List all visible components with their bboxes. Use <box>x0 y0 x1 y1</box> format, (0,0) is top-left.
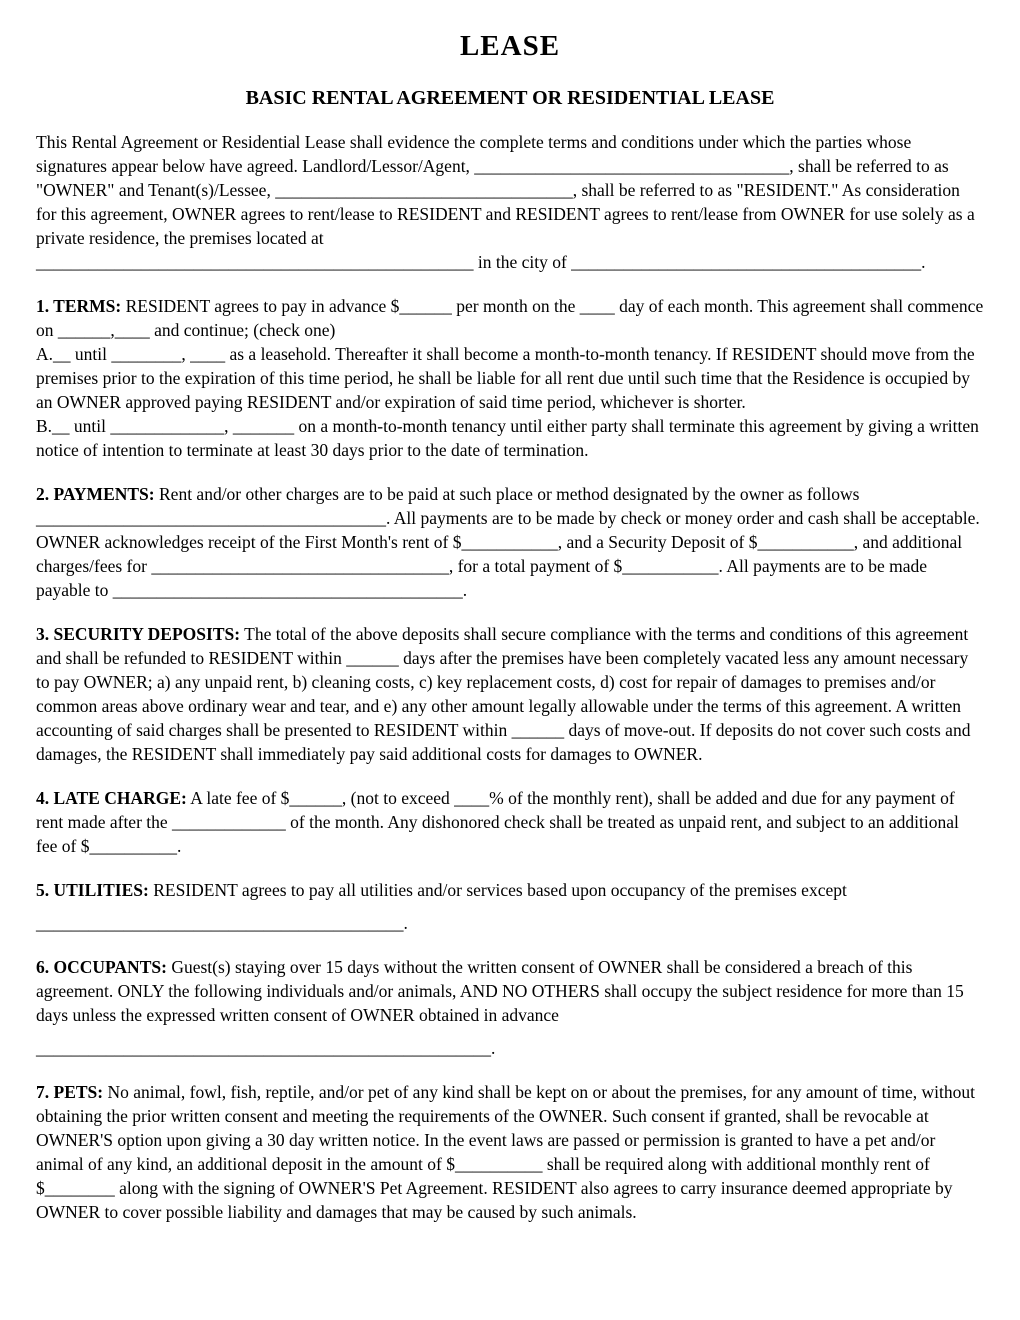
premises-location-blank: __________________________________________________ in the city of ________________________________________. <box>36 252 926 272</box>
late-charge-text: A late fee of $______, (not to exceed ____% of the monthly rent), shall be added and due for any payment of rent made after the _____________ of the month. Any dishonored check shall be treated as unpaid rent, and subject to an additional fee of $__________. <box>36 788 959 856</box>
section-occupants <box>36 955 984 1060</box>
terms-option-a: A.__ until ________, ____ as a leasehold. Thereafter it shall become a month-to-month tenancy. If RESIDENT should move from the premises prior to the expiration of this time period, he shall be liable for all rent due until such time that the Residence is occupied by an OWNER approved paying RESIDENT and/or expiration of said time period, whichever is shorter. <box>36 344 975 412</box>
terms-body <box>36 294 984 342</box>
section-utilities <box>36 878 984 935</box>
occupants-label: 6. OCCUPANTS: <box>36 957 167 977</box>
document-subtitle: BASIC RENTAL AGREEMENT OR RESIDENTIAL LEASE <box>245 87 775 109</box>
section-security-deposits <box>36 622 984 766</box>
section-pets <box>36 1080 984 1224</box>
pets-label: 7. PETS: <box>36 1082 104 1102</box>
payments-body <box>36 482 984 602</box>
security-deposits-label: 3. SECURITY DEPOSITS: <box>36 624 241 644</box>
security-deposits-body <box>36 622 984 766</box>
document-title: LEASE <box>459 30 561 62</box>
utilities-label: 5. UTILITIES: <box>36 880 149 900</box>
pets-text: No animal, fowl, fish, reptile, and/or pet of any kind shall be kept on or about the premises, for any amount of time, without obtaining the prior written consent and meeting the requirements of the OWNER. Such consent if granted, shall be revocable at OWNER'S option upon giving a 30 day written notice. In the event laws are passed or permission is granted to have a pet and/or animal of any kind, an additional deposit in the amount of $__________ shall be required along with additional monthly rent of $________ along with the signing of OWNER'S Pet Agreement. RESIDENT also agrees to carry insurance deemed appropriate by OWNER to cover possible liability and damages that may be caused by such animals. <box>36 1082 975 1222</box>
terms-text: RESIDENT agrees to pay in advance $______ per month on the ____ day of each month. This agreement shall commence on ______,____ and continue; (check one) <box>36 296 984 340</box>
intro-text: This Rental Agreement or Residential Lease shall evidence the complete terms and conditions under which the parties whose signatures appear below have agreed. Landlord/Lessor/Agent, ____________________________________, shall be referred to as "OWNER" and Tenant(s)/Lessee, __________________________________, shall be referred to as "RESIDENT." As consideration for this agreement, OWNER agrees to rent/lease to RESIDENT and RESIDENT agrees to rent/lease from OWNER for use solely as a private residence, the premises located at <box>36 132 975 248</box>
occupants-blank: ____________________________________________________. <box>36 1038 496 1058</box>
section-terms <box>36 294 984 462</box>
occupants-text: Guest(s) staying over 15 days without the written consent of OWNER shall be considered a breach of this agreement. ONLY the following individuals and/or animals, AND NO OTHERS shall occupy the subject residence for more than 15 days unless the expressed written consent of OWNER obtained in advance <box>36 957 964 1025</box>
terms-label: 1. TERMS: <box>36 296 122 316</box>
occupants-body <box>36 955 984 1027</box>
utilities-body <box>36 878 984 902</box>
payments-label: 2. PAYMENTS: <box>36 484 155 504</box>
utilities-blank: __________________________________________. <box>36 913 408 933</box>
intro-paragraph <box>36 130 984 274</box>
pets-body <box>36 1080 984 1224</box>
payments-text: Rent and/or other charges are to be paid at such place or method designated by the owner as follows ________________________________________. All payments are to be made by check or money order and cash shall be acceptable. OWNER acknowledges receipt of the First Month's rent of $___________, and a Security Deposit of $___________, and additional charges/fees for __________________________________, for a total payment of $___________. All payments are to be made payable to ________________________________________. <box>36 484 980 600</box>
section-payments <box>36 482 984 602</box>
utilities-text: RESIDENT agrees to pay all utilities and/or services based upon occupancy of the premises except <box>153 880 847 900</box>
section-late-charge <box>36 786 984 858</box>
security-deposits-text: The total of the above deposits shall secure compliance with the terms and conditions of this agreement and shall be refunded to RESIDENT within ______ days after the premises have been completely vacated less any amount necessary to pay OWNER; a) any unpaid rent, b) cleaning costs, c) key replacement costs, d) cost for repair of damages to premises and/or common areas above ordinary wear and tear, and e) any other amount legally allowable under the terms of this agreement. A written accounting of said charges shall be presented to RESIDENT within ______ days of move-out. If deposits do not cover such costs and damages, the RESIDENT shall immediately pay said additional costs for damages to OWNER. <box>36 624 971 764</box>
late-charge-label: 4. LATE CHARGE: <box>36 788 187 808</box>
terms-option-b: B.__ until _____________, _______ on a month-to-month tenancy until either party shall terminate this agreement by giving a written notice of intention to terminate at least 30 days prior to the date of termination. <box>36 416 979 460</box>
late-charge-body <box>36 786 984 858</box>
